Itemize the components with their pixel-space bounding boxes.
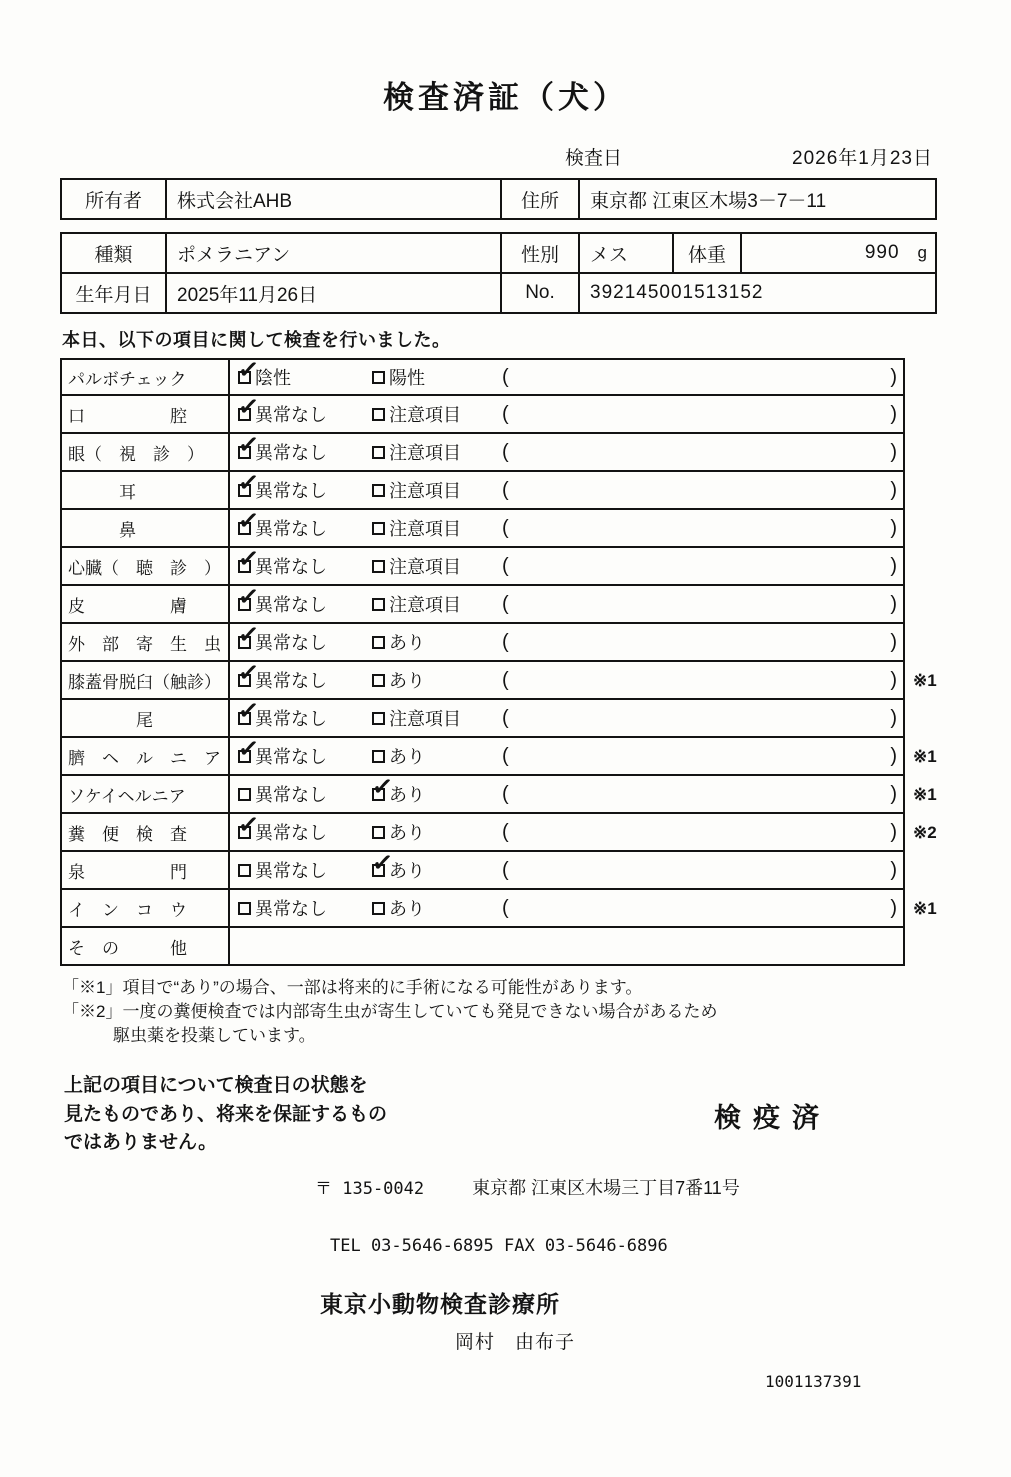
footnote-mark <box>905 358 955 396</box>
no-label: No. <box>501 273 579 313</box>
checkbox-icon <box>372 712 385 725</box>
checkmark-icon: ✓ <box>236 657 261 688</box>
disclaimer-line-2: 見たものであり、将来を保証するもの <box>64 1103 388 1125</box>
paren-close: ) <box>890 706 897 729</box>
sex-value: メス <box>579 233 673 273</box>
option-normal <box>236 391 372 427</box>
remarks-field <box>500 859 899 882</box>
exam-item-label: ソケイヘルニア <box>62 776 230 812</box>
owner-label: 所有者 <box>61 179 166 219</box>
footnote-mark <box>905 510 955 548</box>
option-normal <box>236 429 372 465</box>
paren-close: ) <box>890 744 897 767</box>
document-number: 1001137391 <box>765 1371 862 1391</box>
option-abnormal <box>372 515 500 541</box>
footnote-mark <box>905 624 955 662</box>
remarks-field <box>500 745 899 768</box>
option-label: 異常なし <box>255 633 327 653</box>
exam-row-options <box>230 467 903 508</box>
option-abnormal <box>372 477 500 503</box>
checkbox-icon <box>236 543 261 574</box>
footnote-mark <box>905 852 955 890</box>
option-label: あり <box>389 823 425 843</box>
paren-close: ) <box>890 896 897 919</box>
paren-close: ) <box>890 365 897 388</box>
exam-table-row <box>60 543 1011 586</box>
exam-row-options <box>230 733 903 774</box>
checkbox-icon <box>372 636 385 649</box>
option-abnormal <box>372 364 500 390</box>
clinic-name: 東京小動物検査診療所 <box>320 1290 560 1317</box>
weight-value: 990 <box>864 242 900 263</box>
paren-close: ) <box>890 402 897 425</box>
exam-item-label: 尾 <box>62 700 230 736</box>
paren-open: ( <box>502 896 509 919</box>
weight-label: 体重 <box>673 233 741 273</box>
option-abnormal <box>372 553 500 579</box>
exam-table-row <box>60 809 1011 852</box>
checkbox-icon <box>236 695 261 726</box>
paren-open: ( <box>502 516 509 539</box>
paren-close: ) <box>890 858 897 881</box>
checkbox-icon <box>236 429 261 460</box>
exam-item-label: 糞 便 検 査 <box>62 814 230 850</box>
option-abnormal <box>370 847 500 883</box>
option-label: あり <box>389 785 425 805</box>
checkbox-icon <box>372 674 385 687</box>
option-label: 注意項目 <box>389 519 461 539</box>
exam-item-label: パルボチェック <box>62 360 230 394</box>
remarks-field <box>500 479 899 502</box>
exam-row-main <box>60 354 905 396</box>
option-label: 異常なし <box>255 709 327 729</box>
checkbox-icon <box>372 560 385 573</box>
option-abnormal <box>372 667 500 693</box>
option-label: 異常なし <box>255 785 327 805</box>
checkbox-icon <box>236 657 261 688</box>
paren-close: ) <box>890 592 897 615</box>
paren-open: ( <box>502 402 509 425</box>
option-abnormal <box>372 895 500 921</box>
option-label: 異常なし <box>255 405 327 425</box>
paren-close: ) <box>890 668 897 691</box>
exam-row-options <box>230 657 903 698</box>
exam-row-options <box>230 809 903 850</box>
remarks-field <box>500 366 899 389</box>
disclaimer-row <box>64 1072 939 1158</box>
footnotes <box>62 976 1011 1048</box>
option-label: 注意項目 <box>389 709 461 729</box>
checkmark-icon: ✓ <box>236 429 261 460</box>
checkbox-icon <box>372 408 385 421</box>
checkmark-icon: ✓ <box>236 581 261 612</box>
option-normal <box>238 895 372 921</box>
exam-row-options <box>230 543 903 584</box>
exam-item-label: そ の 他 <box>62 928 230 964</box>
remarks-field <box>500 593 899 616</box>
checkbox-icon <box>372 446 385 459</box>
checkbox-icon <box>238 864 251 877</box>
checkbox-icon <box>372 826 385 839</box>
exam-item-label: 膝蓋骨脱臼（触診） <box>62 662 230 698</box>
inspection-date-value: 2026年1月23日 <box>792 148 933 169</box>
option-normal <box>236 581 372 617</box>
option-label: あり <box>389 671 425 691</box>
quarantine-stamp: 検疫済 <box>714 1102 831 1133</box>
option-label: あり <box>389 633 425 653</box>
option-label: 異常なし <box>255 671 327 691</box>
exam-row-options <box>230 890 903 926</box>
option-label: 異常なし <box>255 747 327 767</box>
checkbox-icon <box>236 581 261 612</box>
paren-close: ) <box>890 782 897 805</box>
paren-open: ( <box>502 478 509 501</box>
weight-cell <box>741 233 936 273</box>
footnote-mark <box>905 700 955 738</box>
checkmark-icon: ✓ <box>236 467 261 498</box>
exam-row-main <box>60 733 905 776</box>
sex-label: 性別 <box>501 233 579 273</box>
exam-row-main <box>60 657 905 700</box>
option-normal <box>236 809 372 845</box>
exam-row-main <box>60 771 905 814</box>
remarks-field <box>500 707 899 730</box>
option-normal <box>236 695 372 731</box>
checkbox-icon <box>372 522 385 535</box>
checkbox-icon <box>236 619 261 650</box>
exam-table-row <box>60 429 1011 472</box>
clinic-address-line <box>315 1174 1011 1200</box>
paren-close: ) <box>890 554 897 577</box>
exam-row-main <box>60 505 905 548</box>
exam-item-label: 皮 膚 <box>62 586 230 622</box>
exam-table-row <box>60 354 1011 396</box>
option-normal <box>236 543 372 579</box>
checkbox-icon <box>236 354 261 385</box>
paren-open: ( <box>502 858 509 881</box>
exam-row-main <box>60 928 905 966</box>
option-label: 異常なし <box>255 519 327 539</box>
paren-open: ( <box>502 592 509 615</box>
exam-row-options <box>230 695 903 736</box>
exam-item-label: 心臓（ 聴 診 ） <box>62 548 230 584</box>
footnote-mark <box>905 928 955 966</box>
paren-open: ( <box>502 630 509 653</box>
exam-row-main <box>60 429 905 472</box>
footnote-mark <box>905 434 955 472</box>
paren-open: ( <box>502 668 509 691</box>
remarks-field <box>500 441 899 464</box>
remarks-field <box>500 403 899 426</box>
owner-table <box>60 178 937 220</box>
option-label: 注意項目 <box>389 405 461 425</box>
option-abnormal <box>372 439 500 465</box>
footnote-mark: ※1 <box>913 671 937 690</box>
option-label: 陽性 <box>389 368 425 388</box>
exam-row-main <box>60 391 905 434</box>
checkbox-icon <box>370 771 395 802</box>
birth-label: 生年月日 <box>61 273 166 313</box>
exam-table-row <box>60 391 1011 434</box>
weight-unit: g <box>917 243 927 262</box>
exam-table-row <box>60 733 1011 776</box>
exam-row-options <box>230 619 903 660</box>
checkmark-icon: ✓ <box>236 695 261 726</box>
option-abnormal <box>372 401 500 427</box>
paren-close: ) <box>890 440 897 463</box>
exam-row-main <box>60 809 905 852</box>
exam-table-row <box>60 695 1011 738</box>
footnote-mark <box>905 472 955 510</box>
option-normal <box>236 619 372 655</box>
exam-row-options <box>230 771 903 812</box>
option-abnormal <box>372 629 500 655</box>
footnote-mark: ※1 <box>913 785 937 804</box>
option-label: 異常なし <box>255 595 327 615</box>
exam-row-options <box>230 847 903 888</box>
exam-row-main <box>60 619 905 662</box>
address-label: 住所 <box>501 179 579 219</box>
paren-open: ( <box>502 365 509 388</box>
option-label: 注意項目 <box>389 443 461 463</box>
option-normal <box>236 657 372 693</box>
exam-table-row <box>60 890 1011 928</box>
checkmark-icon: ✓ <box>236 354 261 385</box>
paren-close: ) <box>890 478 897 501</box>
option-abnormal <box>372 819 500 845</box>
paren-close: ) <box>890 630 897 653</box>
footnote-mark: ※1 <box>913 747 937 766</box>
exam-table-row <box>60 505 1011 548</box>
exam-table <box>60 354 1011 966</box>
exam-table-row <box>60 619 1011 662</box>
checkbox-icon <box>372 750 385 763</box>
footnote-mark <box>905 586 955 624</box>
checkmark-icon: ✓ <box>370 771 395 802</box>
checkbox-icon <box>370 847 395 878</box>
exam-table-row <box>60 847 1011 890</box>
checkmark-icon: ✓ <box>370 847 395 878</box>
checkbox-icon <box>236 391 261 422</box>
exam-row-options <box>230 505 903 546</box>
option-label: 異常なし <box>255 861 327 881</box>
exam-table-row <box>60 771 1011 814</box>
examiner-name: 岡村 由布子 <box>455 1331 576 1353</box>
footnote-1: 「※1」項目で“あり”の場合、一部は将来的に手術になる可能性があります。 <box>62 978 643 997</box>
option-label: あり <box>389 747 425 767</box>
owner-row <box>61 179 936 219</box>
paren-open: ( <box>502 782 509 805</box>
checkbox-icon <box>236 467 261 498</box>
disclaimer-line-3: ではありません。 <box>64 1132 218 1154</box>
footnote-mark <box>905 548 955 586</box>
option-normal <box>238 781 372 807</box>
checkbox-icon <box>372 371 385 384</box>
remarks-field <box>500 631 899 654</box>
checkmark-icon: ✓ <box>236 809 261 840</box>
exam-table-row <box>60 657 1011 700</box>
paren-open: ( <box>502 744 509 767</box>
option-normal <box>236 733 372 769</box>
checkmark-icon: ✓ <box>236 543 261 574</box>
exam-row-main <box>60 467 905 510</box>
option-label: 注意項目 <box>389 481 461 501</box>
exam-item-label: 眼（ 視 診 ） <box>62 434 230 470</box>
exam-row-options <box>230 928 903 964</box>
checkbox-icon <box>238 788 251 801</box>
checkmark-icon: ✓ <box>236 505 261 536</box>
option-abnormal <box>370 771 500 807</box>
exam-row-main <box>60 847 905 890</box>
footnote-mark: ※2 <box>913 823 937 842</box>
checkbox-icon <box>372 484 385 497</box>
checkmark-icon: ✓ <box>236 733 261 764</box>
remarks-field <box>500 783 899 806</box>
option-abnormal <box>372 705 500 731</box>
exam-row-options <box>230 429 903 470</box>
paren-open: ( <box>502 554 509 577</box>
checkbox-icon <box>236 733 261 764</box>
remarks-field <box>500 897 899 920</box>
option-label: 注意項目 <box>389 595 461 615</box>
paren-close: ) <box>890 820 897 843</box>
disclaimer-text <box>64 1072 387 1158</box>
option-label: あり <box>389 861 425 881</box>
tel-fax-line: TEL 03-5646-6895 FAX 03-5646-6896 <box>330 1235 668 1256</box>
exam-table-row <box>60 581 1011 624</box>
paren-close: ) <box>890 516 897 539</box>
option-label: 陰性 <box>255 368 291 388</box>
exam-item-label: イ ン コ ウ <box>62 890 230 926</box>
inspection-date-label: 検査日 <box>565 148 623 169</box>
paren-open: ( <box>502 440 509 463</box>
option-normal <box>238 857 372 883</box>
option-normal <box>236 467 372 503</box>
footnote-mark <box>905 396 955 434</box>
option-abnormal <box>372 743 500 769</box>
exam-row-main <box>60 695 905 738</box>
inspection-date-row <box>60 143 935 170</box>
checkbox-icon <box>372 598 385 611</box>
option-normal <box>236 354 372 390</box>
option-label: 異常なし <box>255 443 327 463</box>
remarks-field <box>500 669 899 692</box>
postal-code: 〒 135-0042 <box>315 1178 425 1199</box>
exam-item-label: 外 部 寄 生 虫 <box>62 624 230 660</box>
exam-row-options <box>230 391 903 432</box>
exam-row-options <box>230 581 903 622</box>
exam-table-row <box>60 467 1011 510</box>
no-value: 392145001513152 <box>579 273 936 313</box>
paren-open: ( <box>502 820 509 843</box>
option-normal <box>236 505 372 541</box>
option-label: 異常なし <box>255 899 327 919</box>
option-label: 異常なし <box>255 823 327 843</box>
exam-row-main <box>60 543 905 586</box>
breed-row <box>61 233 936 273</box>
breed-label: 種類 <box>61 233 166 273</box>
address-value: 東京都 江東区木場3－7－11 <box>579 179 936 219</box>
exam-row-options <box>230 354 903 394</box>
exam-item-label: 口 腔 <box>62 396 230 432</box>
exam-item-label: 泉 門 <box>62 852 230 888</box>
exam-statement: 本日、以下の項目に関して検査を行いました。 <box>62 330 451 350</box>
option-label: 異常なし <box>255 481 327 501</box>
birth-value: 2025年11月26日 <box>166 273 501 313</box>
checkbox-icon <box>372 902 385 915</box>
disclaimer-line-1: 上記の項目について検査日の状態を <box>64 1075 368 1097</box>
exam-row-main <box>60 890 905 928</box>
checkbox-icon <box>236 505 261 536</box>
option-label: 注意項目 <box>389 557 461 577</box>
breed-value: ポメラニアン <box>166 233 501 273</box>
exam-item-label: 耳 <box>62 472 230 508</box>
clinic-address: 東京都 江東区木場三丁目7番11号 <box>472 1177 740 1198</box>
checkmark-icon: ✓ <box>236 619 261 650</box>
birth-row <box>61 273 936 313</box>
checkmark-icon: ✓ <box>236 391 261 422</box>
option-label: 異常なし <box>255 557 327 577</box>
remarks-field <box>500 555 899 578</box>
checkbox-icon <box>238 902 251 915</box>
checkbox-icon <box>236 809 261 840</box>
exam-item-label: 鼻 <box>62 510 230 546</box>
remarks-field <box>500 517 899 540</box>
exam-row-main <box>60 581 905 624</box>
remarks-field <box>500 821 899 844</box>
pet-table <box>60 232 937 314</box>
page-title: 検査済証（犬） <box>383 80 628 115</box>
owner-value: 株式会社AHB <box>166 179 501 219</box>
option-label: あり <box>389 899 425 919</box>
footnote-2: 「※2」一度の糞便検査では内部寄生虫が寄生していても発見できない場合があるため <box>62 1002 718 1022</box>
footnote-mark: ※1 <box>913 899 937 918</box>
exam-table-row <box>60 928 1011 966</box>
exam-item-label: 臍 ヘ ル ニ ア <box>62 738 230 774</box>
footnote-2-cont: 駆虫薬を投薬しています。 <box>62 1026 316 1046</box>
option-abnormal <box>372 591 500 617</box>
paren-open: ( <box>502 706 509 729</box>
